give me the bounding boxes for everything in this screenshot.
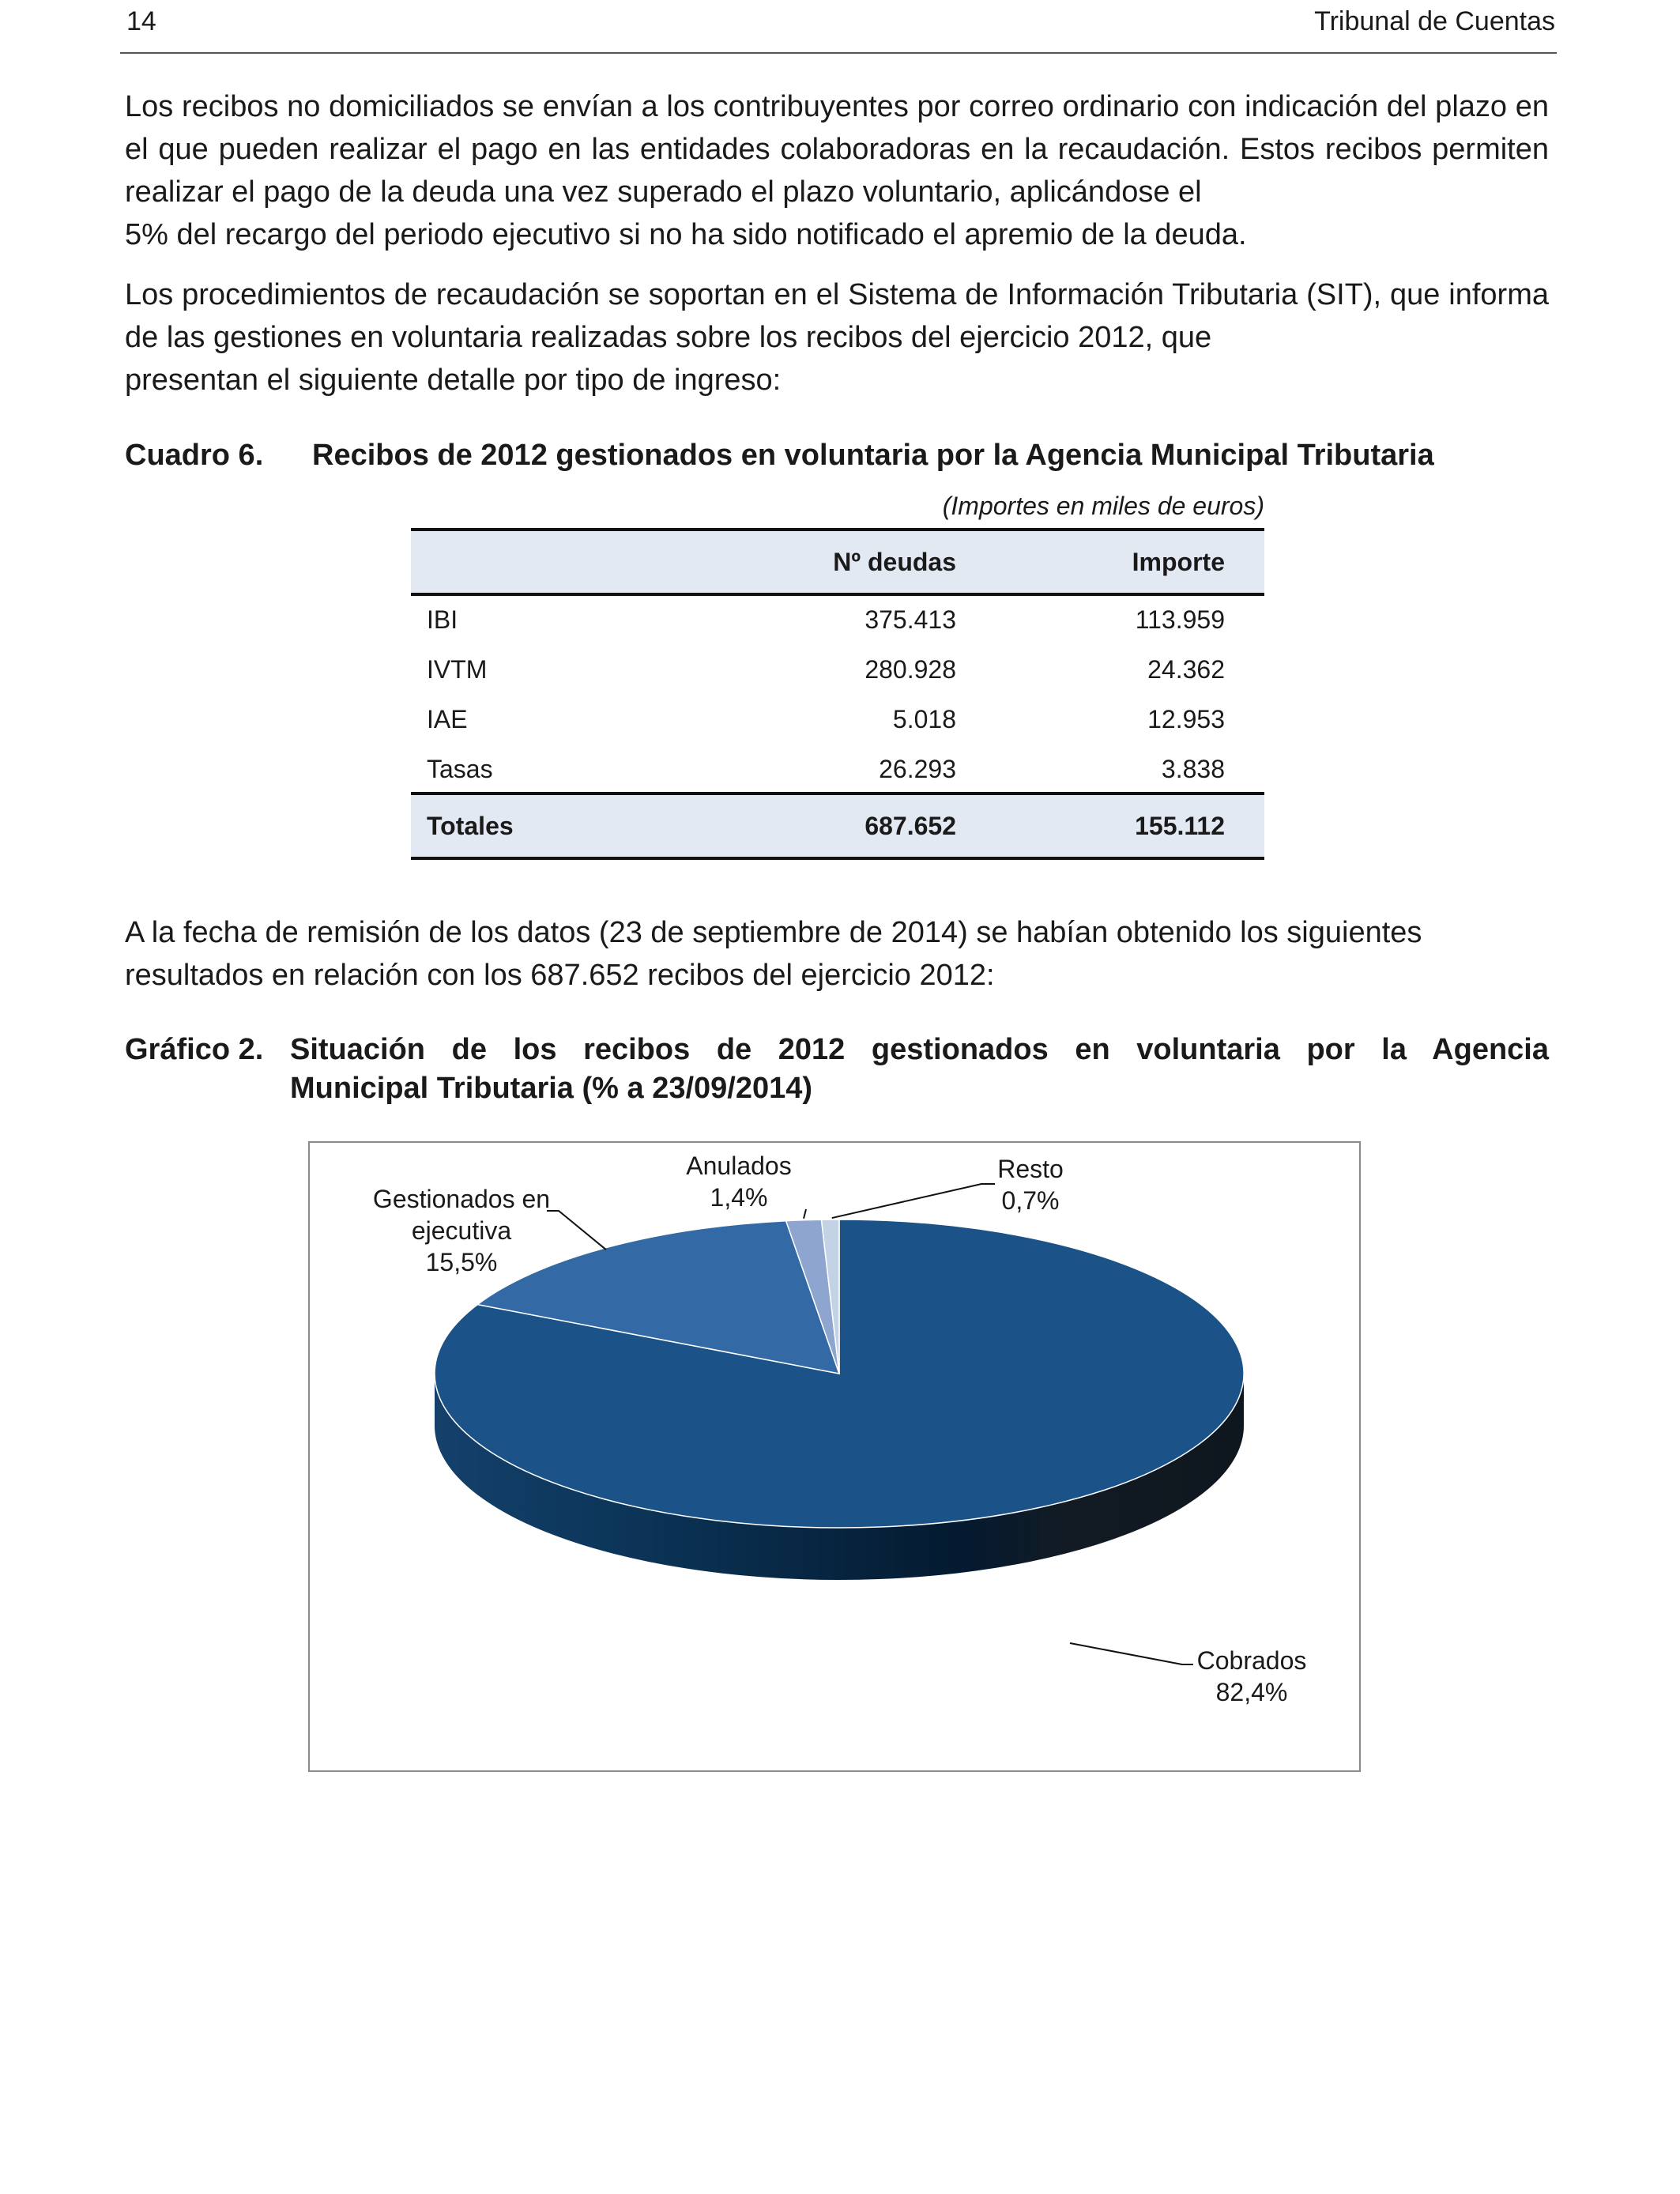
leader-gestionados <box>547 1211 606 1250</box>
table-caption-title: Recibos de 2012 gestionados en voluntaria por la Agencia Municipal Tributaria <box>312 439 1434 472</box>
row-importe: 3.838 <box>1161 755 1225 783</box>
header-rule <box>120 52 1557 54</box>
row-deudas: 5.018 <box>892 705 956 733</box>
page-header <box>126 6 1555 51</box>
label-cobrados-line-1: Cobrados <box>1196 1646 1307 1675</box>
chart-caption-title-line1: Situación de los recibos de 2012 gestionados en voluntaria por la Agencia <box>290 1033 1549 1066</box>
chart-caption-title-line2: Municipal Tributaria (% a 23/09/2014) <box>290 1072 813 1105</box>
row-importe: 113.959 <box>1135 605 1225 634</box>
page-number: 14 <box>126 6 156 36</box>
column-header-importe: Importe <box>1132 548 1225 576</box>
paragraph-2-last-line: presentan el siguiente detalle por tipo de ingreso: <box>125 364 782 397</box>
label-gestionados-line-2: ejecutiva <box>411 1216 512 1245</box>
paragraph-1-last-line: 5% del recargo del periodo ejecutivo si no ha sido notificado el apremio de la deuda. <box>125 218 1247 251</box>
leader-resto <box>832 1184 995 1218</box>
chart-caption-label: Gráfico 2. <box>125 1033 264 1066</box>
paragraph-1 <box>125 85 1549 256</box>
label-gestionados-line-3: 15,5% <box>425 1248 498 1276</box>
paragraph-3-body: A la fecha de remisión de los datos (23 de septiembre de 2014) se habían obtenido los siguientes <box>125 916 1422 949</box>
total-importe: 155.112 <box>1135 812 1225 840</box>
paragraph-3 <box>125 911 1549 997</box>
leader-anulados <box>804 1209 806 1219</box>
table-rule-header <box>411 593 1264 596</box>
row-deudas: 280.928 <box>864 655 956 684</box>
row-importe: 12.953 <box>1147 705 1225 733</box>
row-name: IAE <box>427 705 468 733</box>
label-cobrados-line-2: 82,4% <box>1215 1678 1288 1706</box>
total-deudas: 687.652 <box>864 812 956 840</box>
paragraph-2 <box>125 273 1549 401</box>
running-title: Tribunal de Cuentas <box>1314 6 1555 36</box>
table-units-note: (Importes en miles de euros) <box>942 492 1264 520</box>
label-anulados-line-2: 1,4% <box>710 1183 768 1212</box>
row-deudas: 26.293 <box>879 755 956 783</box>
label-gestionados-line-1: Gestionados en <box>372 1185 551 1213</box>
row-importe: 24.362 <box>1147 655 1225 684</box>
table-rule-bottom <box>411 857 1264 860</box>
paragraph-2-body: Los procedimientos de recaudación se soportan en el Sistema de Información Tributaria (SIT), que informa de las gestiones en voluntaria realizadas sobre los recibos del ejercicio 2012, que <box>125 278 1549 354</box>
leader-cobrados <box>1070 1643 1193 1664</box>
row-deudas: 375.413 <box>864 605 956 634</box>
total-name: Totales <box>427 812 514 840</box>
paragraph-1-body: Los recibos no domiciliados se envían a los contribuyentes por correo ordinario con indicación del plazo en el que pueden realizar el pago en las entidades colaboradoras en la recaudación. Estos recibos permiten realizar el pago de la deuda una vez superado el plazo voluntario, aplicándose el <box>125 90 1549 209</box>
paragraph-3-last-line: resultados en relación con los 687.652 recibos del ejercicio 2012: <box>125 959 995 992</box>
pie-slices-group <box>435 1220 1244 1528</box>
pie-chart-frame <box>308 1141 1361 1772</box>
table-caption-label: Cuadro 6. <box>125 439 264 472</box>
label-resto-line-2: 0,7% <box>1001 1186 1060 1215</box>
row-name: IBI <box>427 605 458 634</box>
row-name: IVTM <box>427 655 488 684</box>
label-resto-line-1: Resto <box>997 1155 1064 1183</box>
label-anulados-line-1: Anulados <box>686 1152 792 1180</box>
pie-chart <box>310 1143 1359 1770</box>
column-header-deudas: Nº deudas <box>833 548 956 576</box>
row-name: Tasas <box>427 755 493 783</box>
